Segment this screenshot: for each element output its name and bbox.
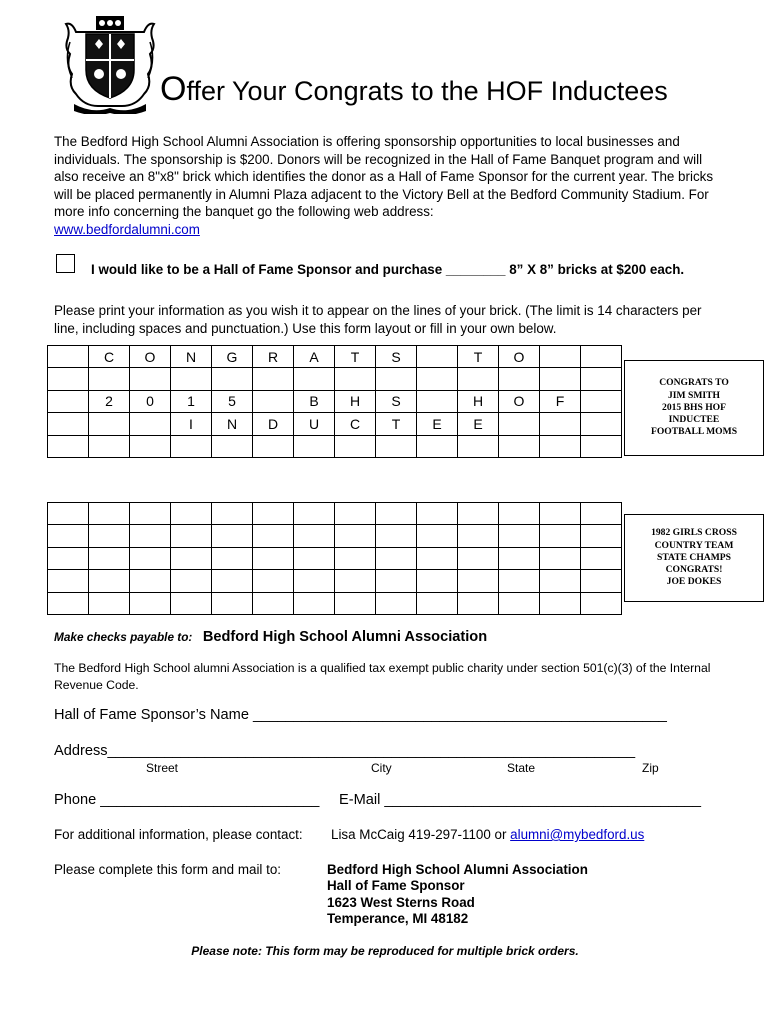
brick-sample-line: STATE CHAMPS [656,551,731,563]
brick-cell: T [458,346,499,368]
brick-cell [499,368,540,390]
brick-cell[interactable] [171,592,212,614]
brick-cell[interactable] [376,503,417,525]
brick-cell: 5 [212,390,253,412]
brick-cell [294,368,335,390]
brick-cell: 2 [89,390,130,412]
sponsor-name-field[interactable]: Hall of Fame Sponsor’s Name ___________________________________________________ [54,707,667,723]
brick-cell: C [335,413,376,435]
brick-cell[interactable] [458,570,499,592]
brick-cell [540,413,581,435]
brick-cell [130,368,171,390]
brick-cell[interactable] [253,570,294,592]
brick-cell [171,435,212,457]
tax-statement: The Bedford High School alumni Association is a qualified tax exempt public charity under section 501(c)(3) of the Internal Revenue Code. [54,661,711,692]
brick-cell [89,368,130,390]
brick-cell[interactable] [540,503,581,525]
brick-cell[interactable] [294,525,335,547]
brick-sample-line: FOOTBALL MOMS [650,426,738,438]
mail-label: Please complete this form and mail to: [54,862,282,877]
brick-cell[interactable] [376,525,417,547]
brick-cell: N [212,413,253,435]
brick-cell[interactable] [212,592,253,614]
brick-cell[interactable] [376,592,417,614]
brick-sample-1 [624,360,764,456]
brick-cell[interactable] [253,592,294,614]
brick-cell[interactable] [130,503,171,525]
brick-grid-blank[interactable] [47,502,622,615]
brick-cell[interactable] [499,592,540,614]
address-street-label: Street [146,761,179,775]
brick-grid-row [48,592,622,614]
brick-cell [48,435,89,457]
checks-payable [54,628,487,646]
brick-cell [48,346,89,368]
brick-grid-row [48,346,622,368]
brick-cell[interactable] [89,547,130,569]
contact-label: For additional information, please contact: [54,827,303,842]
brick-cell [417,346,458,368]
brick-cell [581,435,622,457]
brick-cell[interactable] [212,525,253,547]
brick-grid-row [48,547,622,569]
brick-cell[interactable] [499,570,540,592]
brick-cell [458,368,499,390]
brick-cell[interactable] [417,570,458,592]
brick-cell[interactable] [130,592,171,614]
brick-cell[interactable] [335,503,376,525]
brick-cell: U [294,413,335,435]
brick-cell [212,368,253,390]
brick-cell [581,413,622,435]
brick-cell[interactable] [376,570,417,592]
brick-cell[interactable] [171,570,212,592]
brick-cell: B [294,390,335,412]
brick-cell: E [458,413,499,435]
brick-cell[interactable] [335,547,376,569]
brick-cell [212,435,253,457]
brick-cell[interactable] [48,525,89,547]
brick-cell: O [499,390,540,412]
brick-cell [376,368,417,390]
brick-cell[interactable] [540,570,581,592]
brick-cell: S [376,390,417,412]
brick-cell[interactable] [48,503,89,525]
brick-grid-row [48,525,622,547]
brick-sample-line: 1982 GIRLS CROSS [651,527,737,539]
brick-cell[interactable] [417,592,458,614]
brick-sample-line: 2015 BHS HOF [662,401,726,413]
brick-cell[interactable] [48,592,89,614]
brick-cell: A [294,346,335,368]
brick-cell: T [335,346,376,368]
brick-cell [48,390,89,412]
brick-cell[interactable] [540,547,581,569]
brick-cell[interactable] [130,570,171,592]
brick-cell[interactable] [335,592,376,614]
brick-sample-line: JIM SMITH [668,389,720,401]
address-field[interactable]: Address_________________________________________________________________ [54,743,636,759]
brick-sample-line: COUNTRY TEAM [654,539,734,551]
brick-cell [581,368,622,390]
mail-address-line: 1623 West Sterns Road [327,894,475,910]
brick-cell[interactable] [417,503,458,525]
brick-sample-line: INDUCTEE [668,414,720,426]
brick-cell[interactable] [581,547,622,569]
intro-paragraph [54,133,720,239]
brick-cell[interactable] [89,592,130,614]
brick-cell: S [376,346,417,368]
brick-cell: N [171,346,212,368]
contact-email-link[interactable]: alumni@mybedford.us [510,827,645,842]
brick-cell [253,390,294,412]
contact-text: Lisa McCaig 419-297-1100 or [331,827,511,842]
brick-cell [376,435,417,457]
brick-cell[interactable] [48,570,89,592]
mail-address-line: Temperance, MI 48182 [327,911,469,927]
brick-sample-2 [624,514,764,602]
brick-cell [130,435,171,457]
brick-cell [171,368,212,390]
pledge-text: I would like to be a Hall of Fame Sponsor and purchase ________ 8” X 8” bricks at $200 each. [91,262,685,277]
brick-sample-line: JOE DOKES [666,576,722,588]
brick-cell [89,435,130,457]
reproduction-note: Please note: This form may be reproduced for multiple brick orders. [191,944,579,958]
brick-cell [417,435,458,457]
brick-cell[interactable] [376,547,417,569]
brick-cell[interactable] [253,547,294,569]
brick-cell[interactable] [171,547,212,569]
intro-text: The Bedford High School Alumni Association is offering sponsorship opportunities to local businesses and individuals. The sponsorship is $200. Donors will be recognized in the Hall of Fame Banquet program and will also receive an 8"x8" brick which identifies the donor as a Hall of Fame Sponsor for the current year. The bricks will be placed permanently in Alumni Plaza adjacent to the Victory Bell at the Bedford Community Stadium. For more info concerning the banquet go the following web address: [54,134,714,220]
brick-cell[interactable] [294,547,335,569]
brick-cell[interactable] [253,503,294,525]
brick-cell[interactable] [458,525,499,547]
brick-cell [540,368,581,390]
brick-cell[interactable] [499,525,540,547]
brick-cell[interactable] [499,503,540,525]
brick-grid-row [48,570,622,592]
brick-cell: D [253,413,294,435]
brick-cell: I [171,413,212,435]
address-zip-label: Zip [642,761,659,775]
brick-grid-row [48,390,622,412]
contact-info [331,827,644,842]
brick-cell[interactable] [89,503,130,525]
phone-field[interactable]: Phone ___________________________ [54,792,320,808]
brick-cell: O [499,346,540,368]
school-crest-logo [62,14,158,114]
brick-cell[interactable] [458,503,499,525]
mail-address [327,862,588,928]
brick-cell: O [130,346,171,368]
brick-grid-row [48,435,622,457]
brick-cell [499,413,540,435]
email-field[interactable]: E-Mail _______________________________________ [339,792,701,808]
brick-cell[interactable] [540,592,581,614]
address-city-label: City [371,761,392,775]
brick-cell[interactable] [130,547,171,569]
brick-cell [253,435,294,457]
brick-cell[interactable] [212,547,253,569]
brick-grid-row [48,503,622,525]
brick-cell [335,368,376,390]
brick-cell [294,435,335,457]
brick-cell[interactable] [417,525,458,547]
brick-sample-line: CONGRATS! [665,564,723,576]
brick-cell: 1 [171,390,212,412]
brick-cell[interactable] [294,592,335,614]
brick-cell [48,368,89,390]
brick-cell [540,435,581,457]
brick-cell [417,390,458,412]
brick-cell: C [89,346,130,368]
website-link[interactable]: www.bedfordalumni.com [54,221,200,237]
brick-cell: H [335,390,376,412]
brick-cell[interactable] [48,547,89,569]
brick-cell[interactable] [171,503,212,525]
brick-cell: G [212,346,253,368]
title-initial: O [160,70,187,108]
brick-cell[interactable] [294,503,335,525]
brick-cell: R [253,346,294,368]
brick-cell[interactable] [130,525,171,547]
brick-cell [253,368,294,390]
print-instructions: Please print your information as you wish it to appear on the lines of your brick. (The limit is 14 characters per line, including spaces and punctuation.) Use this form layout or fill in your own below. [54,303,702,336]
brick-cell[interactable] [335,525,376,547]
brick-cell[interactable] [581,592,622,614]
page-title [160,70,668,109]
brick-grid-row [48,368,622,390]
brick-cell[interactable] [581,570,622,592]
brick-cell: E [417,413,458,435]
brick-cell[interactable] [417,547,458,569]
brick-cell[interactable] [212,503,253,525]
mail-address-line: Bedford High School Alumni Association [327,862,588,877]
brick-cell[interactable] [212,570,253,592]
brick-cell [499,435,540,457]
brick-cell [458,435,499,457]
brick-cell[interactable] [335,570,376,592]
address-state-label: State [507,761,536,775]
brick-cell[interactable] [294,570,335,592]
brick-cell[interactable] [89,570,130,592]
brick-cell [48,413,89,435]
sponsor-checkbox[interactable] [56,254,75,273]
brick-cell[interactable] [171,525,212,547]
brick-cell[interactable] [581,503,622,525]
brick-cell [335,435,376,457]
brick-cell[interactable] [458,547,499,569]
checks-label: Make checks payable to: [54,630,193,644]
brick-sample-line: CONGRATS TO [659,377,729,389]
brick-cell[interactable] [89,525,130,547]
brick-cell: 0 [130,390,171,412]
brick-cell [130,413,171,435]
brick-cell: F [540,390,581,412]
brick-cell[interactable] [458,592,499,614]
brick-cell [89,413,130,435]
brick-cell[interactable] [540,525,581,547]
brick-cell [581,390,622,412]
title-rest: ffer Your Congrats to the HOF Inductees [186,76,668,106]
brick-cell[interactable] [499,547,540,569]
checks-org: Bedford High School Alumni Association [202,629,488,645]
brick-cell: T [376,413,417,435]
brick-cell[interactable] [253,525,294,547]
brick-grid-example [47,345,622,458]
brick-grid-row [48,413,622,435]
brick-cell [581,346,622,368]
brick-cell[interactable] [581,525,622,547]
brick-cell [540,346,581,368]
brick-cell: H [458,390,499,412]
brick-cell [417,368,458,390]
mail-address-line: Hall of Fame Sponsor [327,878,465,894]
